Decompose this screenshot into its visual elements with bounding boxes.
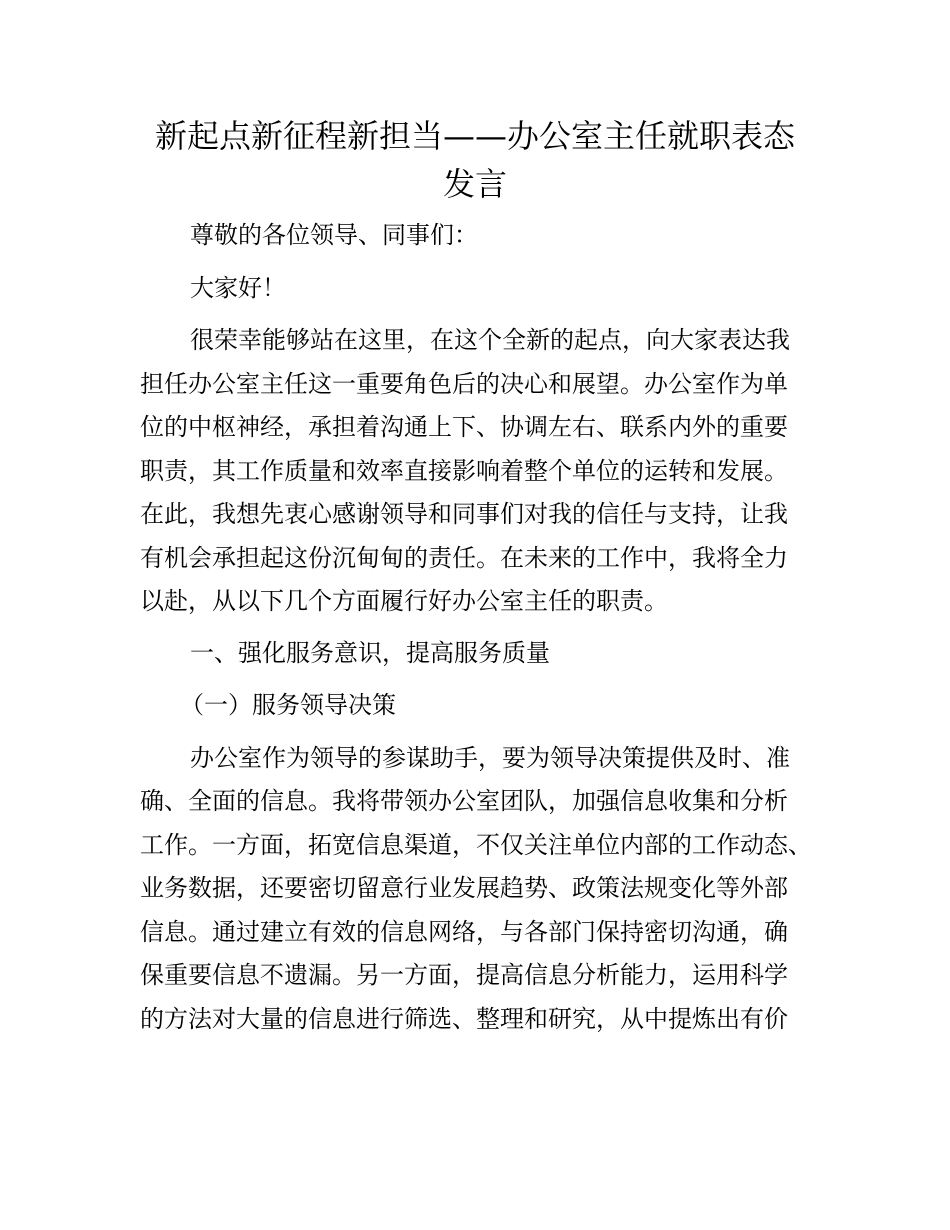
paragraph-2-line: 确、全面的信息。我将带领办公室团队，加强信息收集和分析: [140, 787, 788, 815]
paragraph-1-line: 位的中枢神经，承担着沟通上下、协调左右、联系内外的重要: [140, 413, 788, 441]
salutation: 尊敬的各位领导、同事们：: [190, 221, 478, 249]
paragraph-2-line: 业务数据，还要密切留意行业发展趋势、政策法规变化等外部: [140, 874, 788, 902]
section-heading-1: 一、强化服务意识，提高服务质量: [190, 639, 550, 667]
document-title: [140, 112, 810, 208]
greeting: 大家好！: [190, 274, 286, 302]
paragraph-1-line: 有机会承担起这份沉甸甸的责任。在未来的工作中，我将全力: [140, 544, 788, 572]
paragraph-1-line: 在此，我想先衷心感谢领导和同事们对我的信任与支持，让我: [140, 500, 788, 528]
paragraph-1-line: 以赴，从以下几个方面履行好办公室主任的职责。: [140, 587, 668, 615]
title-line-2: 发言: [442, 165, 507, 203]
paragraph-2-line: 保重要信息不遗漏。另一方面，提高信息分析能力，运用科学: [140, 961, 788, 989]
title-line-1: 新起点新征程新担当——办公室主任就职表态: [154, 117, 795, 155]
paragraph-1-line: 很荣幸能够站在这里，在这个全新的起点，向大家表达我: [190, 326, 790, 354]
paragraph-2-line: 办公室作为领导的参谋助手，要为领导决策提供及时、准: [190, 744, 790, 772]
paragraph-2-line: 工作。一方面，拓宽信息渠道，不仅关注单位内部的工作动态、: [140, 831, 812, 859]
paragraph-1-line: 职责，其工作质量和效率直接影响着整个单位的运转和发展。: [140, 457, 788, 485]
paragraph-2-line: 信息。通过建立有效的信息网络，与各部门保持密切沟通，确: [140, 918, 788, 946]
paragraph-2-line: 的方法对大量的信息进行筛选、整理和研究，从中提炼出有价: [140, 1005, 788, 1033]
subsection-heading-1: （一）服务领导决策: [180, 691, 396, 719]
paragraph-1-line: 担任办公室主任这一重要角色后的决心和展望。办公室作为单: [140, 370, 788, 398]
